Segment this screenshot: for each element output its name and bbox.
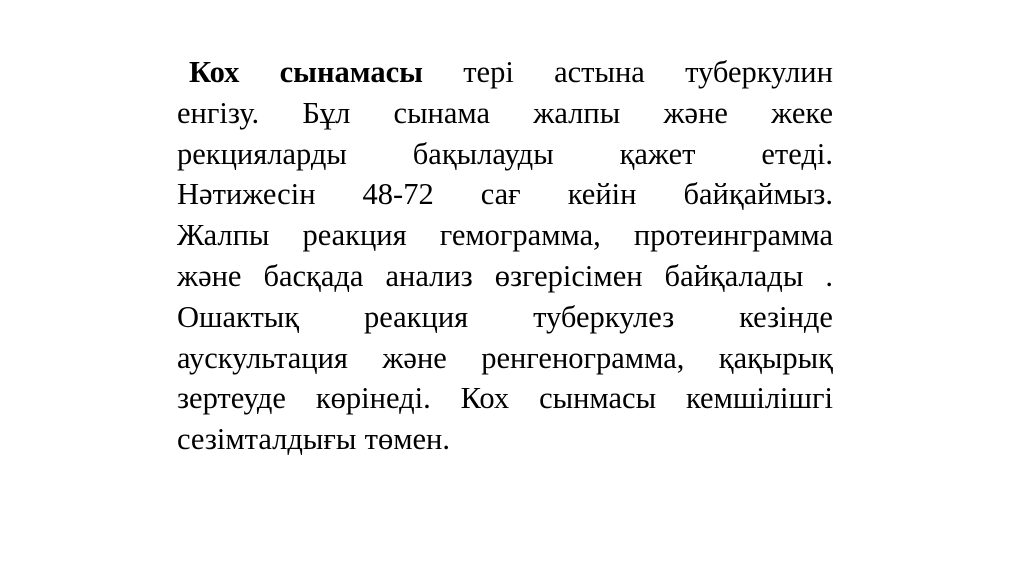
word: Жалпы	[177, 218, 270, 253]
text-line	[177, 297, 833, 338]
word: Кох	[460, 381, 510, 416]
word: реакция	[302, 218, 407, 253]
word: тері	[463, 55, 514, 89]
word: кемшілішгі	[685, 381, 833, 416]
word: және	[663, 95, 728, 130]
word: қажет	[619, 136, 696, 171]
word: жеке	[771, 95, 833, 130]
word: туберкулез	[533, 299, 675, 334]
word: енгізу.	[177, 95, 260, 130]
word: сынама	[393, 95, 491, 130]
text-line	[177, 134, 833, 175]
word: ренгенограмма,	[481, 340, 685, 375]
word: зертеуде	[177, 381, 286, 416]
bold-word: сынамасы	[279, 55, 423, 89]
word: көрінеді.	[315, 381, 431, 416]
word: аускультация	[177, 340, 348, 375]
word: Бұл	[302, 95, 351, 130]
word: қақырық	[718, 340, 833, 375]
text-line	[177, 215, 833, 256]
text-line	[177, 378, 833, 419]
word: Ошактық	[177, 299, 300, 334]
word: астына	[554, 55, 645, 89]
word: төмен.	[364, 422, 450, 457]
word: сынмасы	[539, 381, 657, 416]
word: және	[177, 258, 242, 293]
word: сағ	[480, 177, 521, 212]
body-paragraph	[177, 52, 833, 460]
bold-word: Кох	[189, 55, 240, 89]
word: жалпы	[533, 95, 621, 130]
word: байқалады	[664, 258, 804, 293]
word: .	[825, 258, 833, 293]
word: гемограмма,	[439, 218, 601, 253]
text-line	[177, 419, 833, 460]
word: протеинграмма	[633, 218, 833, 253]
text-line	[177, 174, 833, 215]
word: анализ	[385, 258, 473, 293]
word: өзгерісімен	[494, 258, 643, 293]
word: рекцияларды	[177, 136, 347, 171]
text-line	[177, 256, 833, 297]
word: бақылауды	[412, 136, 554, 171]
word: сезімталдығы	[177, 422, 357, 457]
text-line	[177, 338, 833, 379]
word: реакция	[363, 299, 469, 334]
word: туберкулин	[685, 55, 833, 89]
word: кезінде	[739, 299, 833, 334]
word: 48-72	[362, 177, 434, 212]
word: және	[382, 340, 447, 375]
text-line	[177, 52, 833, 93]
text-line	[177, 93, 833, 134]
word: басқада	[263, 258, 364, 293]
word: кейін	[567, 177, 637, 212]
word: етеді.	[761, 136, 833, 171]
word: Нәтижесін	[177, 177, 316, 212]
word: байқаймыз.	[683, 177, 833, 212]
